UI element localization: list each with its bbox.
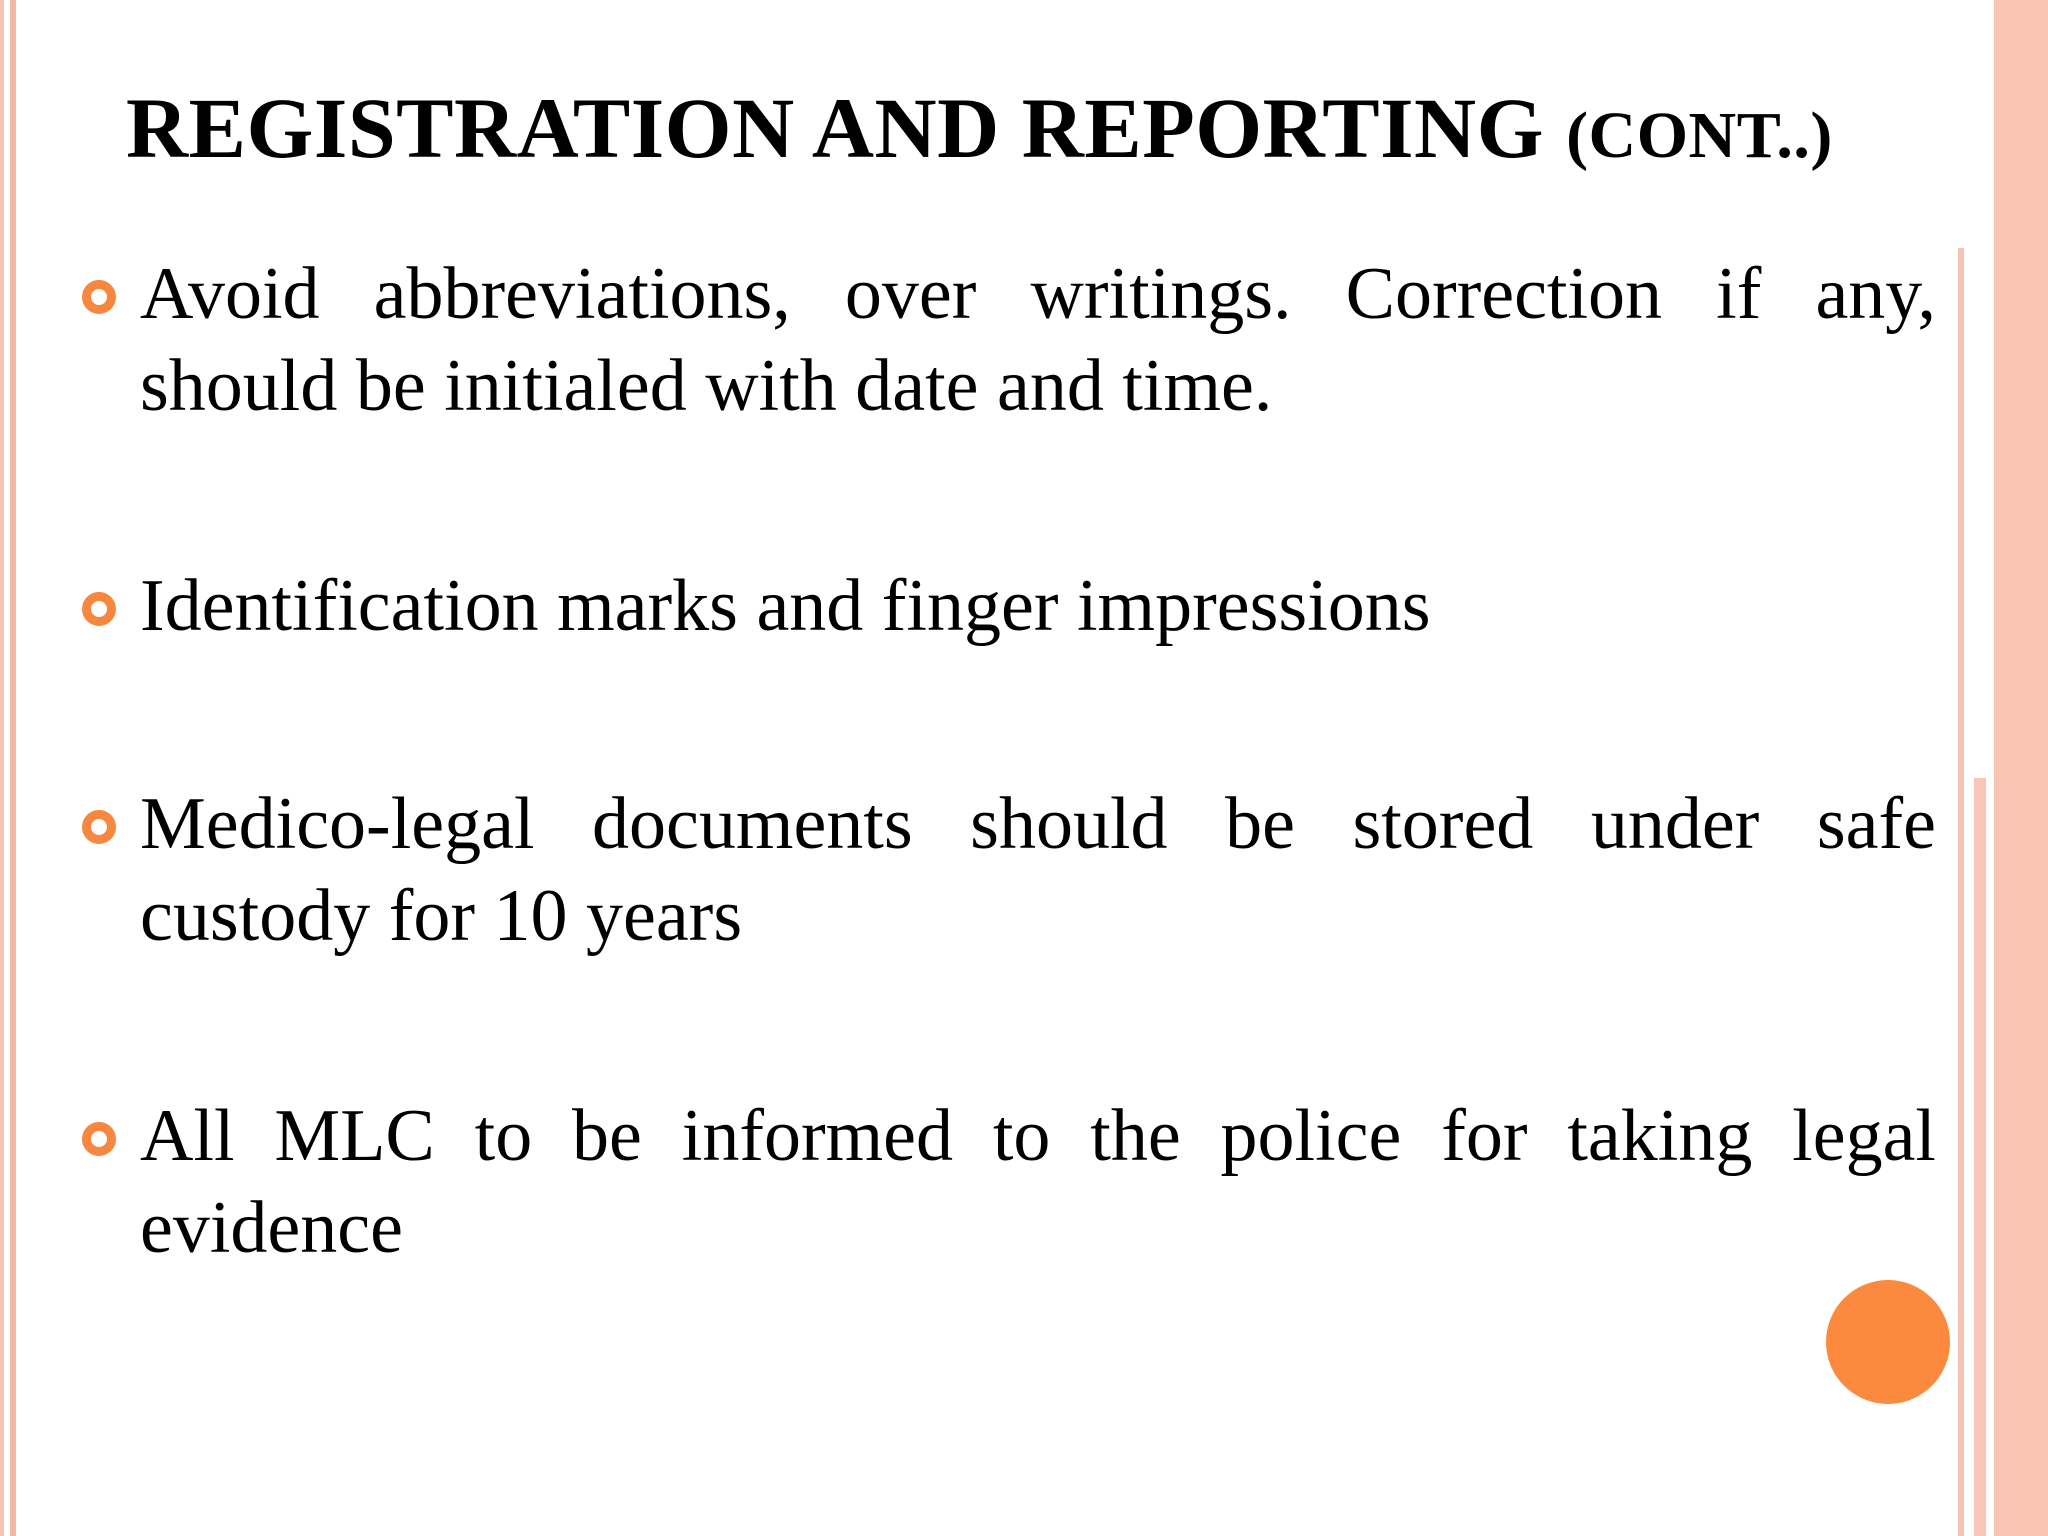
slide-title xyxy=(126,78,1926,186)
bullet-item xyxy=(82,1090,1938,1274)
right-decor-band xyxy=(1986,1090,1994,1536)
bullet-item xyxy=(82,248,1938,432)
bullet-text: Medico-legal documents should be stored under safe custody for 10 years xyxy=(140,783,1936,957)
left-border-stripe xyxy=(10,0,16,1536)
ring-bullet-icon xyxy=(82,1122,116,1156)
ring-bullet-icon xyxy=(82,810,116,844)
bullet-text: All MLC to be informed to the police for taking legal evidence xyxy=(140,1095,1936,1269)
orange-circle-decoration xyxy=(1826,1280,1950,1404)
slide-title-suffix: (CONT..) xyxy=(1566,99,1833,172)
left-border-stripe xyxy=(0,0,4,1536)
slide-title-main: REGISTRATION AND REPORTING xyxy=(126,80,1567,176)
bullet-text: Identification marks and finger impressions xyxy=(140,565,1431,647)
ring-bullet-icon xyxy=(82,592,116,626)
ring-bullet-icon xyxy=(82,280,116,314)
right-decor-band xyxy=(1974,778,1986,1536)
bullet-text: Avoid abbreviations, over writings. Correction if any, should be initialed with date and time. xyxy=(140,253,1936,427)
bullet-item xyxy=(82,778,1938,962)
right-decor-band xyxy=(1964,560,1974,1536)
right-decor-band xyxy=(1994,0,2048,1536)
bullet-item xyxy=(82,560,1938,652)
